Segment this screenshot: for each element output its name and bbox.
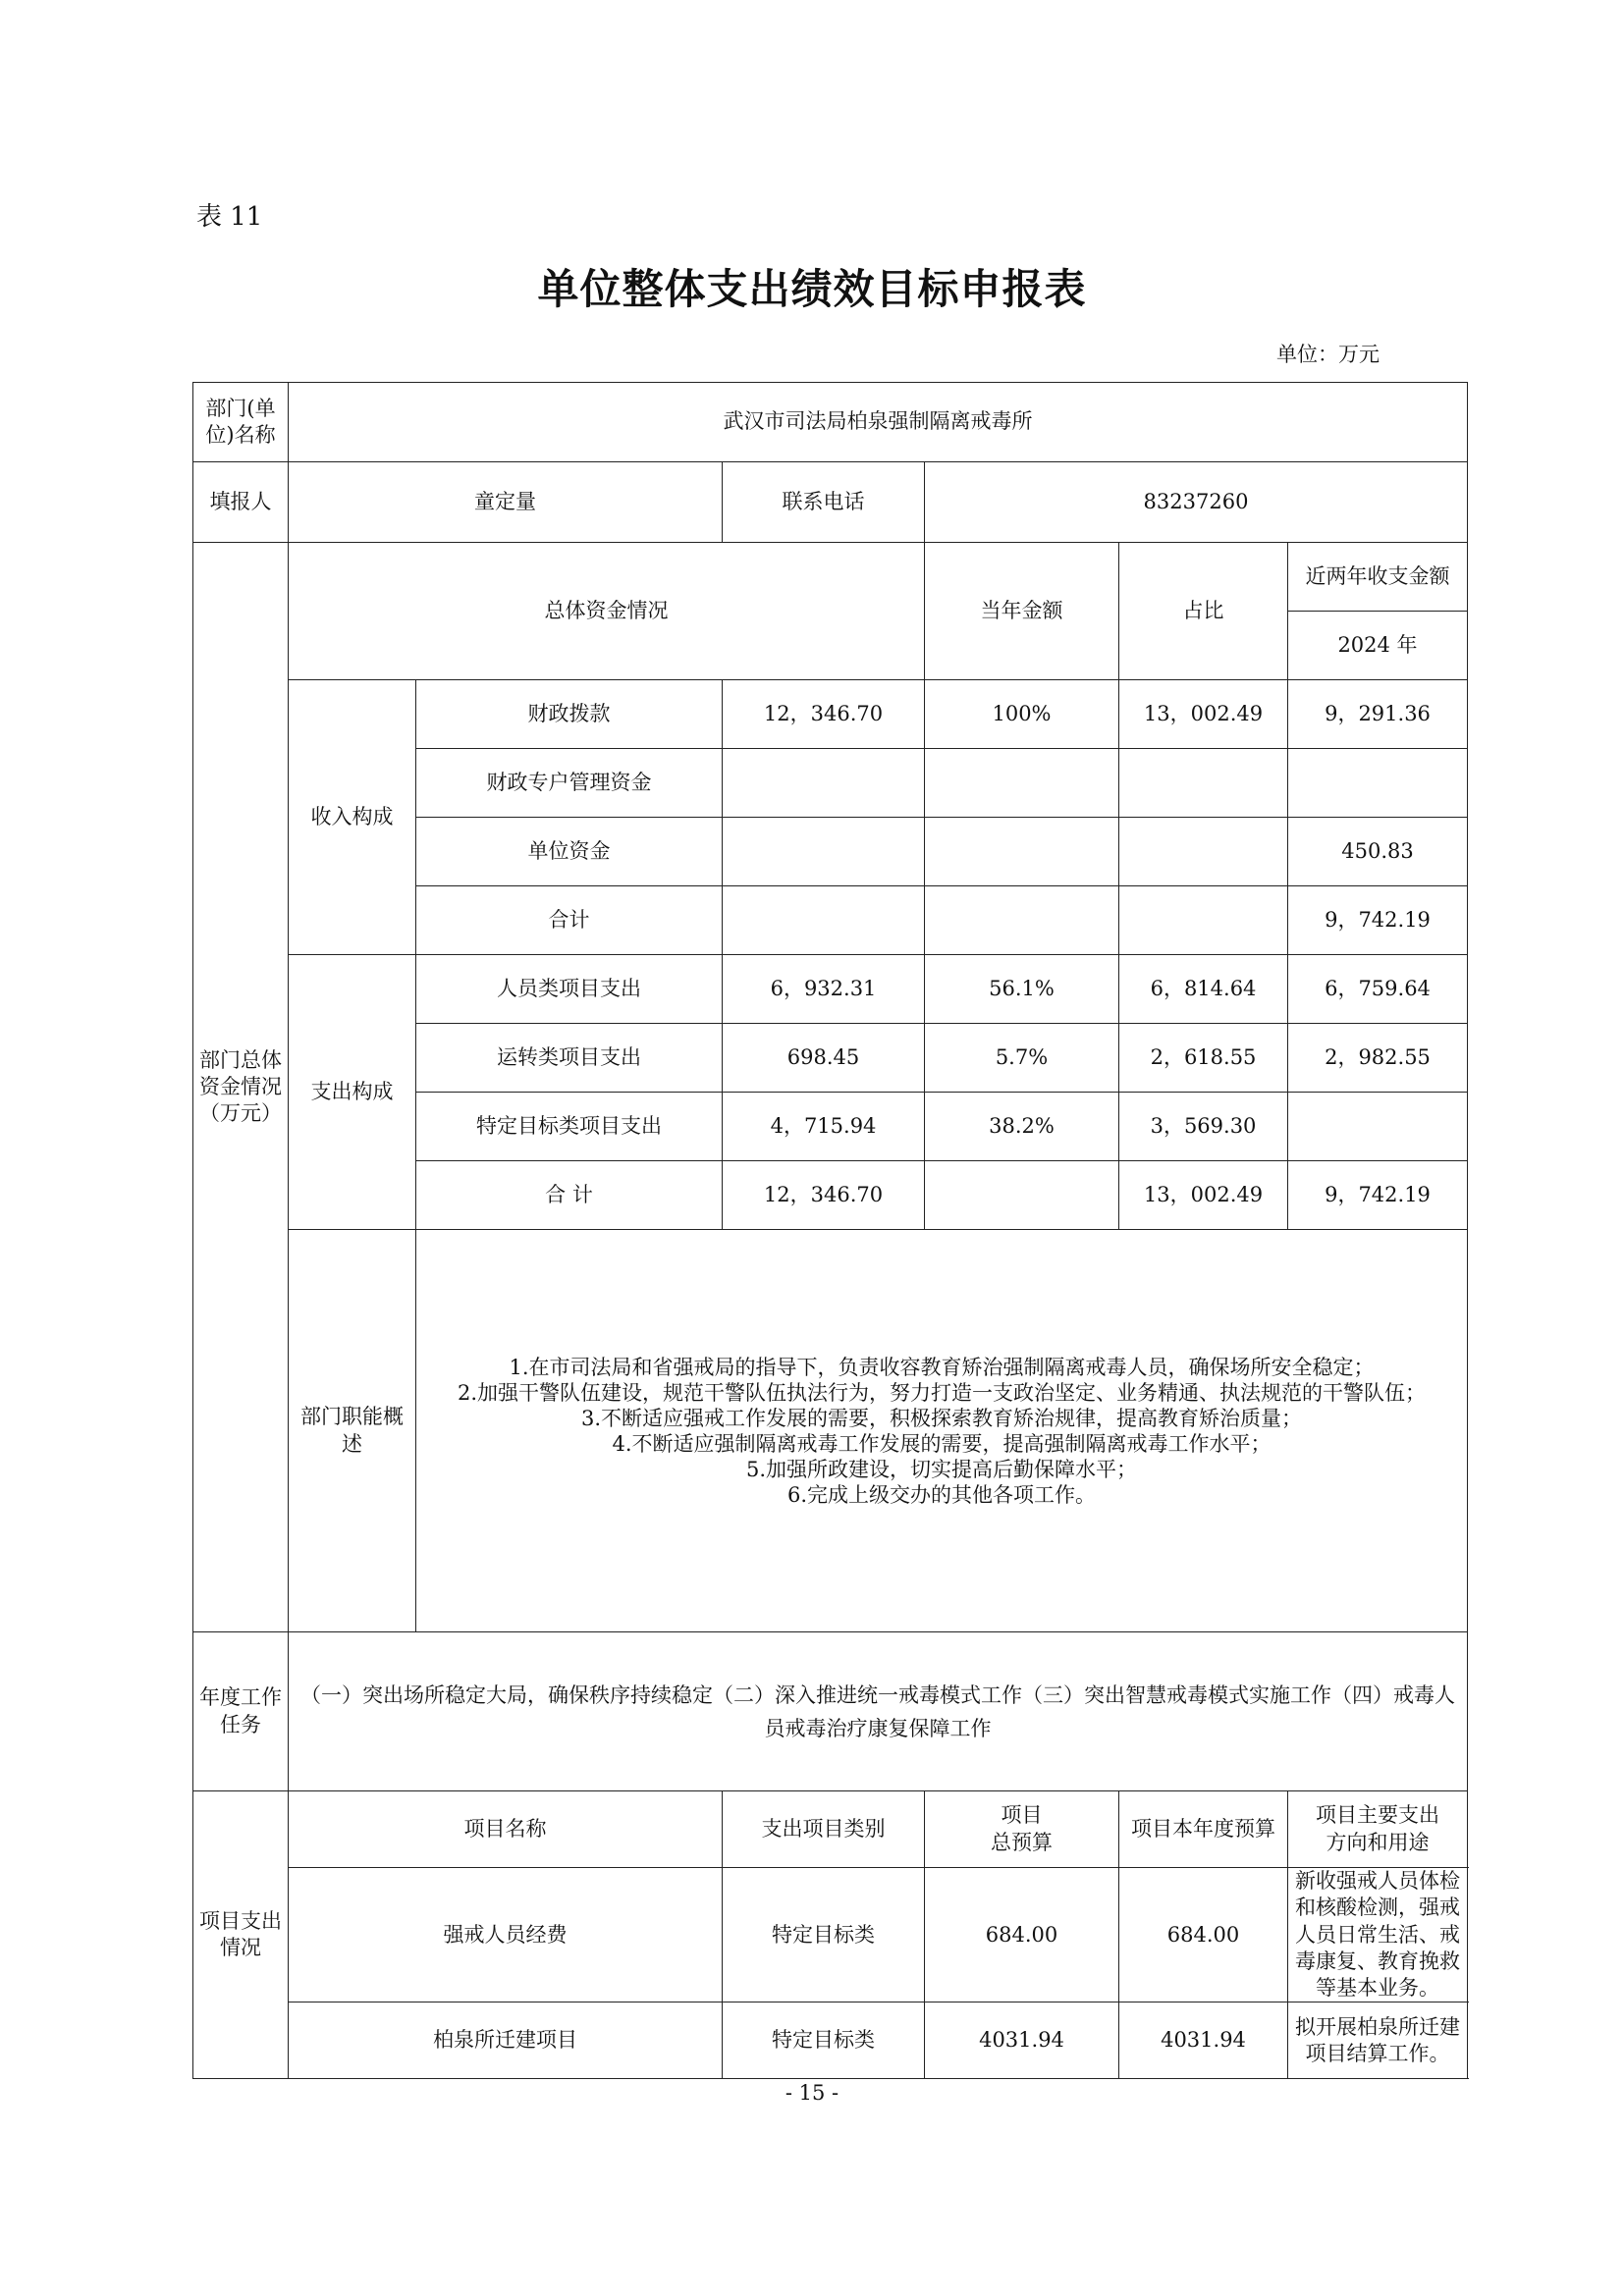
col-total-line2: 总预算 <box>991 1830 1053 1854</box>
duty-item: 4.不断适应强制隔离戒毒工作发展的需要，提高强制隔离戒毒工作水平； <box>612 1431 1272 1456</box>
reporter-name: 童定量 <box>289 462 723 543</box>
performance-target-table <box>192 382 1468 2079</box>
col-total-budget <box>925 1791 1119 1868</box>
current-amount-label: 当年金额 <box>925 543 1119 680</box>
page-title: 单位整体支出绩效目标申报表 <box>537 265 1087 313</box>
amount-2024 <box>1119 818 1288 886</box>
row-name: 单位资金 <box>416 818 723 886</box>
projects-label: 项目支出情况 <box>193 1791 289 2079</box>
amount-2023: 6，759.64 <box>1288 955 1468 1024</box>
row-name: 特定目标类项目支出 <box>416 1093 723 1161</box>
phone-number: 83237260 <box>925 462 1468 543</box>
income-label: 收入构成 <box>289 680 416 955</box>
row-name: 运转类项目支出 <box>416 1024 723 1093</box>
col-total-line1: 项目 <box>1001 1803 1043 1828</box>
table-row <box>193 1868 1468 2002</box>
amount-2024: 6，814.64 <box>1119 955 1288 1024</box>
project-purpose: 拟开展柏泉所迁建项目结算工作。 <box>1288 2002 1468 2079</box>
project-category: 特定目标类 <box>723 2002 925 2079</box>
ratio-value: 100% <box>925 680 1119 749</box>
ratio-value: 56.1% <box>925 955 1119 1024</box>
col-purpose-line1: 项目主要支出 <box>1316 1803 1439 1828</box>
current-amount <box>723 749 925 818</box>
org-label: 部门(单位)名称 <box>193 383 289 462</box>
ratio-label: 占比 <box>1119 543 1288 680</box>
duty-item: 6.完成上级交办的其他各项工作。 <box>786 1482 1097 1507</box>
amount-2023: 9，742.19 <box>1288 1161 1468 1230</box>
ratio-value <box>925 818 1119 886</box>
project-year-budget: 4031.94 <box>1119 2002 1288 2079</box>
phone-label: 联系电话 <box>723 462 925 543</box>
duties-row <box>193 1230 1468 1632</box>
amount-2024: 13，002.49 <box>1119 1161 1288 1230</box>
amount-2024: 3，569.30 <box>1119 1093 1288 1161</box>
amount-2024: 2，618.55 <box>1119 1024 1288 1093</box>
amount-2024: 13，002.49 <box>1119 680 1288 749</box>
ratio-value: 5.7% <box>925 1024 1119 1093</box>
col-year-budget: 项目本年度预算 <box>1119 1791 1288 1868</box>
col-project-name: 项目名称 <box>289 1791 723 1868</box>
reporter-label: 填报人 <box>193 462 289 543</box>
reporter-row <box>193 462 1468 543</box>
duty-item: 2.加强干警队伍建设，规范干警队伍执法行为，努力打造一支政治坚定、业务精通、执法规范的干警队伍； <box>457 1380 1427 1405</box>
project-purpose: 新收强戒人员体检和核酸检测，强戒人员日常生活、戒毒康复、教育挽救等基本业务。 <box>1288 1868 1468 2002</box>
ratio-value <box>925 749 1119 818</box>
table-number: 表 11 <box>196 202 263 232</box>
row-name: 财政专户管理资金 <box>416 749 723 818</box>
col-purpose <box>1288 1791 1468 1868</box>
amount-2024 <box>1119 749 1288 818</box>
overall-funds-label: 总体资金情况 <box>289 543 925 680</box>
amount-2023: 9，742.19 <box>1288 886 1468 955</box>
amount-2024 <box>1119 886 1288 955</box>
org-name: 武汉市司法局柏泉强制隔离戒毒所 <box>289 383 1468 462</box>
amount-2023 <box>1288 749 1468 818</box>
amount-2023 <box>1288 1093 1468 1161</box>
current-amount: 6，932.31 <box>723 955 925 1024</box>
table-row <box>193 680 1468 749</box>
project-total: 684.00 <box>925 1868 1119 2002</box>
duties-text <box>416 1230 1468 1632</box>
current-amount <box>723 886 925 955</box>
recent-years-label: 近两年收支金额 <box>1288 543 1468 612</box>
project-name: 强戒人员经费 <box>289 1868 723 2002</box>
table-row <box>193 955 1468 1024</box>
current-amount: 4，715.94 <box>723 1093 925 1161</box>
duty-item: 1.在市司法局和省强戒局的指导下，负责收容教育矫治强制隔离戒毒人员，确保场所安全稳定； <box>509 1355 1375 1379</box>
current-amount: 12，346.70 <box>723 680 925 749</box>
year-2024-label: 2024 年 <box>1288 612 1468 680</box>
row-name: 合计 <box>416 886 723 955</box>
projects-header-row <box>193 1791 1468 1868</box>
table-row <box>193 2002 1468 2079</box>
current-amount: 698.45 <box>723 1024 925 1093</box>
amount-2023: 450.83 <box>1288 818 1468 886</box>
row-name: 财政拨款 <box>416 680 723 749</box>
ratio-value: 38.2% <box>925 1093 1119 1161</box>
current-amount <box>723 818 925 886</box>
duty-item: 5.加强所政建设，切实提高后勤保障水平； <box>745 1457 1138 1481</box>
funds-section-label: 部门总体资金情况（万元） <box>193 543 289 1632</box>
current-amount: 12，346.70 <box>723 1161 925 1230</box>
ratio-value <box>925 886 1119 955</box>
row-name: 人员类项目支出 <box>416 955 723 1024</box>
project-year-budget: 684.00 <box>1119 1868 1288 2002</box>
project-total: 4031.94 <box>925 2002 1119 2079</box>
row-name: 合 计 <box>416 1161 723 1230</box>
amount-2023: 2，982.55 <box>1288 1024 1468 1093</box>
funds-header-row <box>193 543 1468 612</box>
amount-2023: 9，291.36 <box>1288 680 1468 749</box>
tasks-text: （一）突出场所稳定大局，确保秩序持续稳定（二）深入推进统一戒毒模式工作（三）突出智慧戒毒模式实施工作（四）戒毒人员戒毒治疗康复保障工作 <box>289 1632 1468 1791</box>
tasks-row <box>193 1632 1468 1791</box>
page-number: - 15 - <box>785 2081 839 2105</box>
col-category: 支出项目类别 <box>723 1791 925 1868</box>
duties-label: 部门职能概述 <box>289 1230 416 1632</box>
unit-label: 单位：万元 <box>1276 343 1380 366</box>
project-category: 特定目标类 <box>723 1868 925 2002</box>
ratio-value <box>925 1161 1119 1230</box>
duty-item: 3.不断适应强戒工作发展的需要，积极探索教育矫治规律，提高教育矫治质量； <box>580 1406 1303 1430</box>
expense-label: 支出构成 <box>289 955 416 1230</box>
org-row <box>193 383 1468 462</box>
project-name: 柏泉所迁建项目 <box>289 2002 723 2079</box>
col-purpose-line2: 方向和用途 <box>1326 1830 1430 1854</box>
tasks-label: 年度工作任务 <box>193 1632 289 1791</box>
